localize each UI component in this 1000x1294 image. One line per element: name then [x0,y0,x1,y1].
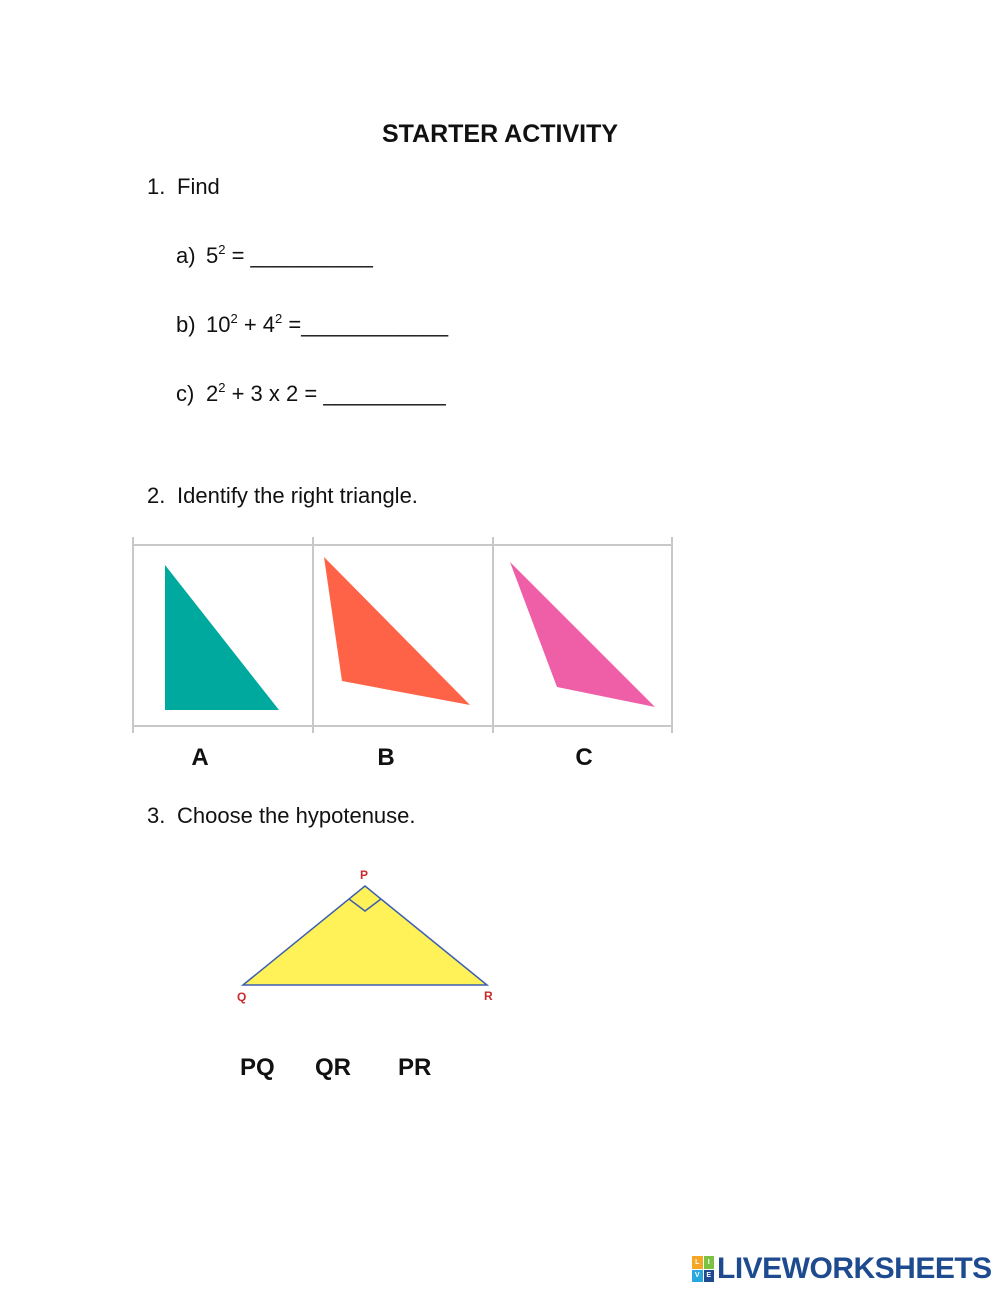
option-label-b[interactable]: B [377,744,395,771]
item-base: 10 [206,312,231,337]
question-2-text: Identify the right triangle. [177,483,418,508]
logo-mark-i: I [704,1256,715,1269]
vertex-label-q: Q [237,990,247,1004]
option-label-a[interactable]: A [191,744,209,771]
answer-option-pr[interactable]: PR [398,1054,432,1081]
item-label: c) [176,381,195,406]
logo-mark-e: E [704,1270,715,1283]
triangle-a[interactable] [165,565,279,710]
item-label: a) [176,243,196,268]
vertex-label-p: P [360,868,369,882]
item-exponent: 2 [230,311,238,326]
question-1c[interactable] [176,381,446,407]
question-2 [147,483,418,509]
logo-text: LIVEWORKSHEETS [717,1252,992,1285]
question-1-text: Find [177,174,220,199]
item-exponent: 2 [218,380,226,395]
item-label: b) [176,312,196,337]
logo-mark-l: L [692,1256,703,1269]
worksheet-title: STARTER ACTIVITY [381,120,619,148]
question-1-number: 1. [147,174,166,199]
question-1b[interactable] [176,312,448,338]
question-3-number: 3. [147,803,166,828]
answer-option-qr[interactable]: QR [315,1054,351,1081]
triangle-options-figure [130,535,675,735]
item-base: 5 [206,243,219,268]
option-label-c[interactable]: C [575,744,593,771]
question-3 [147,803,416,829]
item-exponent: 2 [218,242,226,257]
answer-blank[interactable]: + 3 x 2 = __________ [225,381,446,406]
liveworksheets-logo [692,1252,992,1286]
question-1a[interactable] [176,243,373,269]
answer-blank[interactable]: =____________ [282,312,449,337]
answer-option-pq[interactable]: PQ [240,1054,275,1081]
triangle-b[interactable] [324,557,470,705]
vertex-label-r: R [484,989,493,1003]
logo-mark-v: V [692,1270,703,1283]
item-base: 2 [206,381,219,406]
question-3-text: Choose the hypotenuse. [177,803,416,828]
item-middle: + 4 [237,312,276,337]
logo-mark-icon [692,1256,714,1282]
right-triangle-pqr [243,886,487,985]
answer-blank[interactable]: = __________ [225,243,373,268]
hypotenuse-triangle-figure [225,860,515,1010]
item-exponent-2: 2 [275,311,283,326]
triangle-c[interactable] [510,562,655,707]
question-1 [147,174,220,200]
question-2-number: 2. [147,483,166,508]
